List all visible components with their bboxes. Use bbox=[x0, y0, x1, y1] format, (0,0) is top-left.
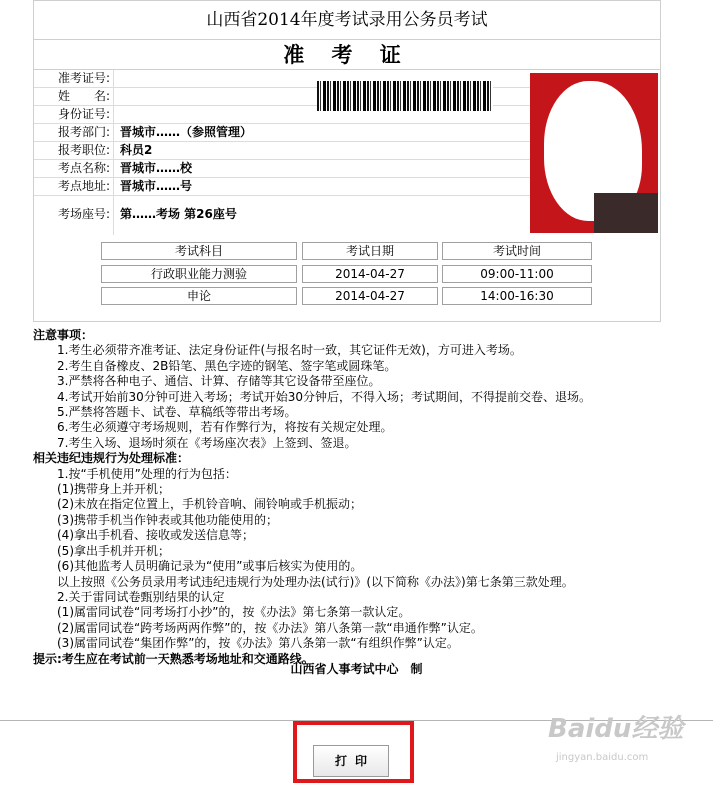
schedule-cell: 2014-04-27 bbox=[302, 287, 438, 305]
rule-item: (5)拿出手机并开机； bbox=[57, 543, 170, 558]
note-item: 3.严禁将各种电子、通信、计算、存储等其它设备带至座位。 bbox=[57, 374, 381, 389]
note-item: 4.考试开始前30分钟可进入考场；考试开始30分钟后，不得入场；考试期间，不得提前交卷、退场。 bbox=[57, 389, 591, 404]
rule-item: 2.关于雷同试卷甄别结果的认定 bbox=[57, 589, 225, 604]
schedule-cell: 2014-04-27 bbox=[302, 265, 438, 283]
field-label: 准考证号: bbox=[57, 71, 110, 85]
field-row-position bbox=[34, 142, 530, 160]
field-label: 姓 名: bbox=[57, 89, 110, 103]
rule-item: (2)未放在指定位置上，手机铃音响、闹铃响或手机振动； bbox=[57, 497, 363, 512]
field-value: 晋城市……（参照管理） bbox=[120, 125, 253, 139]
notes-heading: 注意事项： bbox=[33, 328, 94, 342]
rule-item: (6)其他监考人员明确记录为“使用”或事后核实为使用的。 bbox=[57, 559, 363, 574]
field-label: 报考部门: bbox=[57, 125, 110, 139]
field-label: 考点地址: bbox=[57, 179, 110, 193]
field-label: 考场座号: bbox=[57, 207, 110, 221]
field-label: 报考职位: bbox=[57, 143, 110, 157]
rule-item: (3)携带手机当作钟表或其他功能使用的； bbox=[57, 512, 278, 527]
field-value: 晋城市……校 bbox=[120, 161, 193, 175]
issuer-name: 山西省人事考试中心 制 bbox=[290, 662, 423, 676]
rule-item: (3)属雷同试卷“集团作弊”的，按《办法》第八条第一款“有组织作弊”认定。 bbox=[57, 636, 459, 651]
schedule-cell: 09:00-11:00 bbox=[442, 265, 592, 283]
ticket-subtitle: 准 考 证 bbox=[34, 40, 660, 70]
field-row-site-address bbox=[34, 178, 530, 196]
admission-ticket bbox=[33, 0, 661, 322]
rule-item: (2)属雷同试卷“跨考场两两作弊”的，按《办法》第八条第一款“串通作弊”认定。 bbox=[57, 620, 483, 635]
exam-title: 山西省2014年度考试录用公务员考试 bbox=[34, 1, 660, 40]
note-item: 6.考生必须遵守考场规则，若有作弊行为，将按有关规定处理。 bbox=[57, 420, 393, 435]
tip-text: 提示:考生应在考试前一天熟悉考场地址和交通路线。 bbox=[33, 651, 314, 666]
rule-item: (4)拿出手机看、接收或发送信息等； bbox=[57, 528, 254, 543]
field-value: 晋城市……号 bbox=[120, 179, 193, 193]
schedule-cell: 14:00-16:30 bbox=[442, 287, 592, 305]
schedule-header-date: 考试日期 bbox=[302, 242, 438, 260]
field-row-department bbox=[34, 124, 530, 142]
field-label: 考点名称: bbox=[57, 161, 110, 175]
field-value: 第……考场 第26座号 bbox=[120, 207, 237, 221]
rule-item: 以上按照《公务员录用考试违纪违规行为处理办法(试行)》(以下简称《办法》)第七条第三款处理。 bbox=[57, 574, 574, 589]
note-item: 7.考生入场、退场时须在《考场座次表》上签到、签退。 bbox=[57, 435, 357, 450]
rules-heading: 相关违纪违规行为处理标准： bbox=[33, 451, 190, 466]
rule-item: (1)携带身上并开机； bbox=[57, 482, 170, 497]
note-item: 5.严禁将答题卡、试卷、草稿纸等带出考场。 bbox=[57, 405, 297, 420]
schedule-cell: 行政职业能力测验 bbox=[101, 265, 297, 283]
watermark-url: jingyan.baidu.com bbox=[556, 752, 649, 763]
field-value: 科员2 bbox=[120, 143, 153, 157]
print-button[interactable]: 打印 bbox=[313, 745, 389, 777]
watermark bbox=[548, 708, 708, 768]
exam-notes bbox=[33, 328, 673, 667]
note-item: 2.考生自备橡皮、2B铅笔、黑色字迹的钢笔、签字笔或圆珠笔。 bbox=[57, 358, 397, 373]
schedule-header-subject: 考试科目 bbox=[101, 242, 297, 260]
field-row-seat bbox=[34, 196, 530, 234]
field-row-site-name bbox=[34, 160, 530, 178]
note-item: 1.考生必须带齐准考证、法定身份证件(与报名时一致，其它证件无效)，方可进入考场。 bbox=[57, 343, 522, 358]
rule-item: 1.按“手机使用”处理的行为包括： bbox=[57, 466, 237, 481]
schedule-cell: 申论 bbox=[101, 287, 297, 305]
candidate-photo bbox=[530, 73, 658, 233]
field-label: 身份证号: bbox=[57, 107, 110, 121]
schedule-header-time: 考试时间 bbox=[442, 242, 592, 260]
rule-item: (1)属雷同试卷“同考场打小抄”的，按《办法》第七条第一款认定。 bbox=[57, 605, 411, 620]
barcode-image bbox=[317, 81, 493, 111]
watermark-brand: Baidu经验 bbox=[548, 714, 684, 744]
